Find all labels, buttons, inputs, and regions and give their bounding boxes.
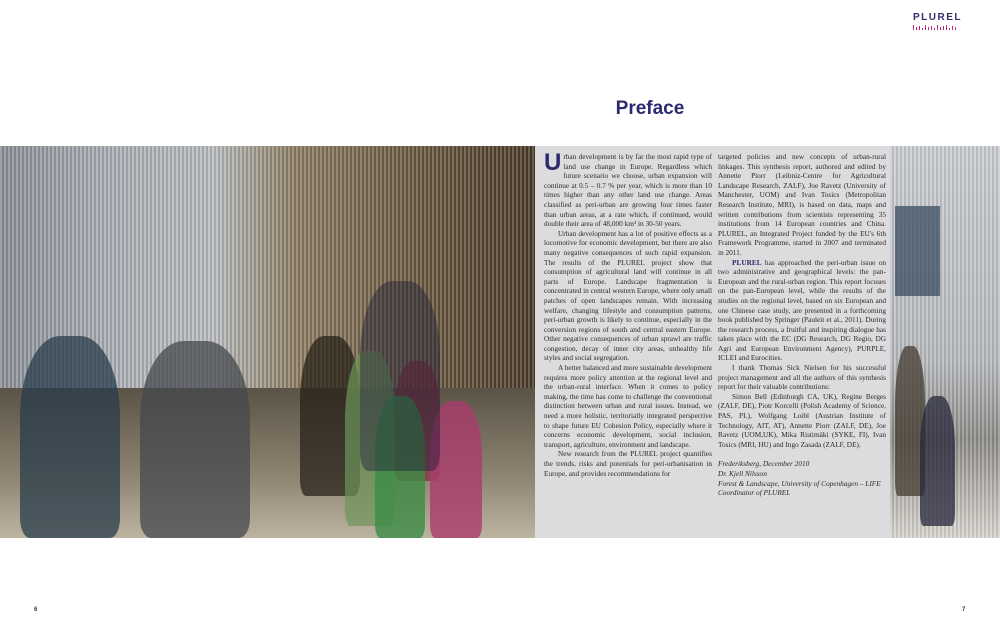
preface-text-panel [535, 146, 890, 538]
paragraph-text: has approached the peri-urban issue on two administrative and geographical levels: the pan-European and the rural-urban region. This report focuses on the pan-European level, while the results of the studies on the regional level, based on six European and one Chinese case study, are presented in a forthcoming book published by Springer (Pauleit et al., 2011). During the research process, a fruitful and inspiring dialogue has taken place with the EC (DG Research, DG Regio, DG Agri and European Environment Agency), PURPLE, ICLEI and Eurocities. [718, 257, 886, 363]
signature-role: Coordinator of PLUREL [718, 488, 791, 498]
paragraph [544, 149, 712, 229]
drop-cap: U [544, 149, 562, 176]
logo-text: PLUREL [913, 12, 962, 23]
paragraph: New research from the PLUREL project quantifies the trends, risks and potentials for peri-urbanisation in Europe, and provides recommendations for [544, 449, 712, 478]
photo-band [0, 146, 1000, 538]
signature-block [718, 459, 886, 497]
signature-name: Dr. Kjell Nilsson [718, 469, 767, 478]
person-silhouette [20, 336, 120, 538]
logo-bars-graphic [913, 25, 973, 30]
person-silhouette [140, 341, 250, 538]
page-title: Preface [615, 98, 685, 119]
page-number-left: 6 [34, 607, 38, 613]
paragraph: I thank Thomas Sick Nielsen for his successful project management and all the authors of this synthesis report for their valuable contributions: [718, 363, 886, 392]
text-column-1 [544, 149, 712, 478]
paragraph: targeted policies and new concepts of urban-rural linkages. This synthesis report, authored and edited by Annette Piorr (Leibniz-Centre for Agricultural Landscape Research, ZALF), Joe Ravetz (University of Manchester, UOM) and Ivan Tosics (Metropolitan Research Institute, MRI), is based on data, maps and written contributions from scientists representing 35 institutions from 14 European countries and China. PLUREL, an Integrated Project funded by the EU's 6th Framework Programme, started in 2007 and terminated in 2011. [718, 152, 886, 257]
person-silhouette [920, 396, 955, 526]
signature-place-date: Frederiksberg, December 2010 [718, 459, 810, 469]
paragraph: Simon Bell (Edinburgh CA, UK), Regine Berges (ZALF, DE), Piotr Korcelli (Polish Academy of Science, PAS, PL), Wolfgang Loibl (Austrian Institute of Technology, AIT, AT), Annette Piorr (ZALF, DE), Joe Ravetz (UOM,UK), Mika Ristimäki (SYKE, FI), Ivan Tosics (MRI, HU) and Ingo Zasada (ZALF, DE). [718, 391, 886, 449]
paragraph [718, 258, 886, 364]
window-shape [895, 206, 940, 296]
person-silhouette [360, 281, 440, 471]
paragraph: Urban development has a lot of positive effects as a locomotive for economic development, but there are also many negative consequences of such rapid expansion. The results of the PLUREL project show that consumption of agricultural land will continue in all parts of Europe. Landscape fragmentation is concentrated in central western Europe, where only small patches of open landscapes remain. With increasing welfare, changing lifestyle and consumption patterns, peri-urban growth is likely to continue, especially in the conversion regions of south and central eastern Europe. Other negative consequences of urban sprawl are traffic congestion, decay of inner city areas, unhealthy life styles and social segregation. [544, 228, 712, 363]
paragraph: A better balanced and more sustainable development requires more policy attention at the regional level and the urban-rural interface. When it comes to policy making, the time has come to challenge the conventional distinction between urban and rural issues. Instead, we need a more holistic, territorially integrated perspective to shape future EU Cohesion Policy, especially where it concerns economic development, social inclusion, transport, agriculture, environment and landscape. [544, 363, 712, 449]
street-photo-right [890, 146, 1000, 538]
plurel-highlight: PLUREL [732, 257, 762, 267]
text-column-2 [718, 152, 886, 498]
signature-affiliation: Forest & Landscape, University of Copenhagen – LIFE [718, 478, 881, 488]
street-photo-left [0, 146, 535, 538]
plurel-logo [913, 12, 973, 30]
page-number-right: 7 [962, 607, 966, 613]
paragraph-text: rban development is by far the most rapid type of land use change in Europe. Regardless which future scenario we choose, urban expansion will continue at 0.5 – 0.7 % per year, which is more than 10 times higher than any other land use change. Areas classified as peri-urban are growing four times faster than urban areas, at a rate which, if continued, would double their area of 48,000 km² in 30-50 years. [544, 152, 712, 229]
